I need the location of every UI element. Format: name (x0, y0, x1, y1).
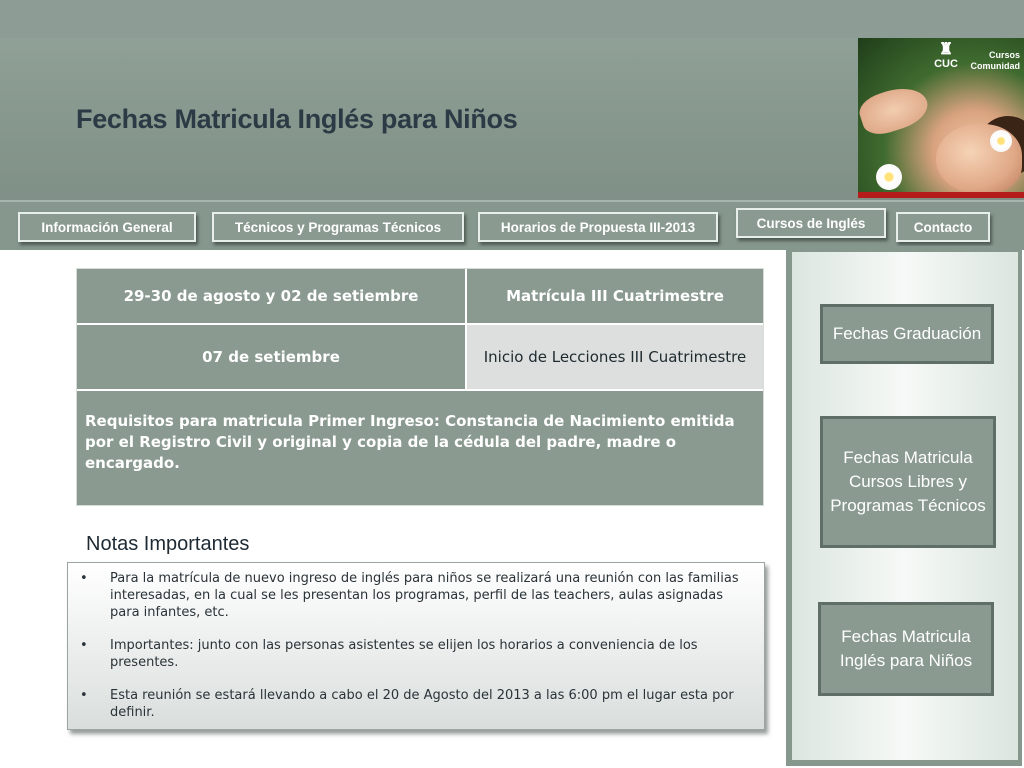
table-row (77, 269, 763, 325)
massage-hand-graphic (858, 80, 933, 139)
nav-bar (0, 200, 1024, 250)
table-cell-date: 29-30 de agosto y 02 de setiembre (77, 269, 467, 323)
table-cell-date: 07 de setiembre (77, 325, 467, 389)
sidebar-item-fechas-cursos-libres[interactable]: Fechas Matricula Cursos Libres y Programas Técnicos (820, 416, 996, 548)
nav-horarios-propuesta[interactable]: Horarios de Propuesta III-2013 (478, 212, 718, 242)
top-strip (0, 0, 1024, 38)
nav-cursos-ingles[interactable]: Cursos de Inglés (736, 208, 886, 238)
nav-tecnicos-programas[interactable]: Técnicos y Programas Técnicos (212, 212, 464, 242)
table-cell-event: Inicio de Lecciones III Cuatrimestre (467, 325, 763, 389)
bullet-icon: • (80, 571, 88, 586)
note-text: Importantes: junto con las personas asistentes se elijen los horarios a conveniencia de los presentes. (110, 638, 698, 670)
nav-contacto[interactable]: Contacto (896, 212, 990, 242)
requirements-text: Requisitos para matricula Primer Ingreso: Constancia de Nacimiento emitida por el Registro Civil y original y copia de la cédula del padre, madre o encargado. (77, 391, 763, 505)
note-text: Esta reunión se estará llevando a cabo el 20 de Agosto del 2013 a las 6:00 pm el lugar esta por definir. (110, 688, 734, 720)
flower-icon (990, 130, 1012, 152)
note-text: Para la matrícula de nuevo ingreso de inglés para niños se realizará una reunión con las familias interesadas, en la cual se les presentan los programas, perfil de las teachers, aulas asignadas para infantes, etc. (110, 571, 739, 620)
logo-emblem-icon: ♜ (938, 41, 954, 58)
logo-text: CUC (934, 58, 958, 70)
cuc-logo (926, 42, 966, 76)
nav-informacion-general[interactable]: Información General (18, 212, 196, 242)
list-item (76, 570, 750, 621)
schedule-table (76, 268, 764, 506)
bullet-icon: • (80, 638, 88, 653)
brand-line-2: Comunidad (970, 61, 1020, 71)
sidebar-item-fechas-ingles-ninos[interactable]: Fechas Matricula Inglés para Niños (818, 602, 994, 696)
sidebar (786, 246, 1022, 766)
hero-image (858, 38, 1024, 198)
flower-icon (876, 164, 902, 190)
table-row (77, 325, 763, 391)
brand-line-1: Cursos (988, 50, 1020, 60)
bullet-icon: • (80, 688, 88, 703)
notes-box (67, 562, 765, 730)
sidebar-item-fechas-graduacion[interactable]: Fechas Graduación (820, 304, 994, 364)
notes-title: Notas Importantes (86, 533, 250, 555)
list-item (76, 637, 750, 671)
brand-text (971, 50, 1021, 72)
list-item (76, 687, 750, 721)
page-title: Fechas Matricula Inglés para Niños (76, 104, 518, 134)
hero-red-strip (858, 192, 1024, 198)
table-cell-event: Matrícula III Cuatrimestre (467, 269, 763, 323)
